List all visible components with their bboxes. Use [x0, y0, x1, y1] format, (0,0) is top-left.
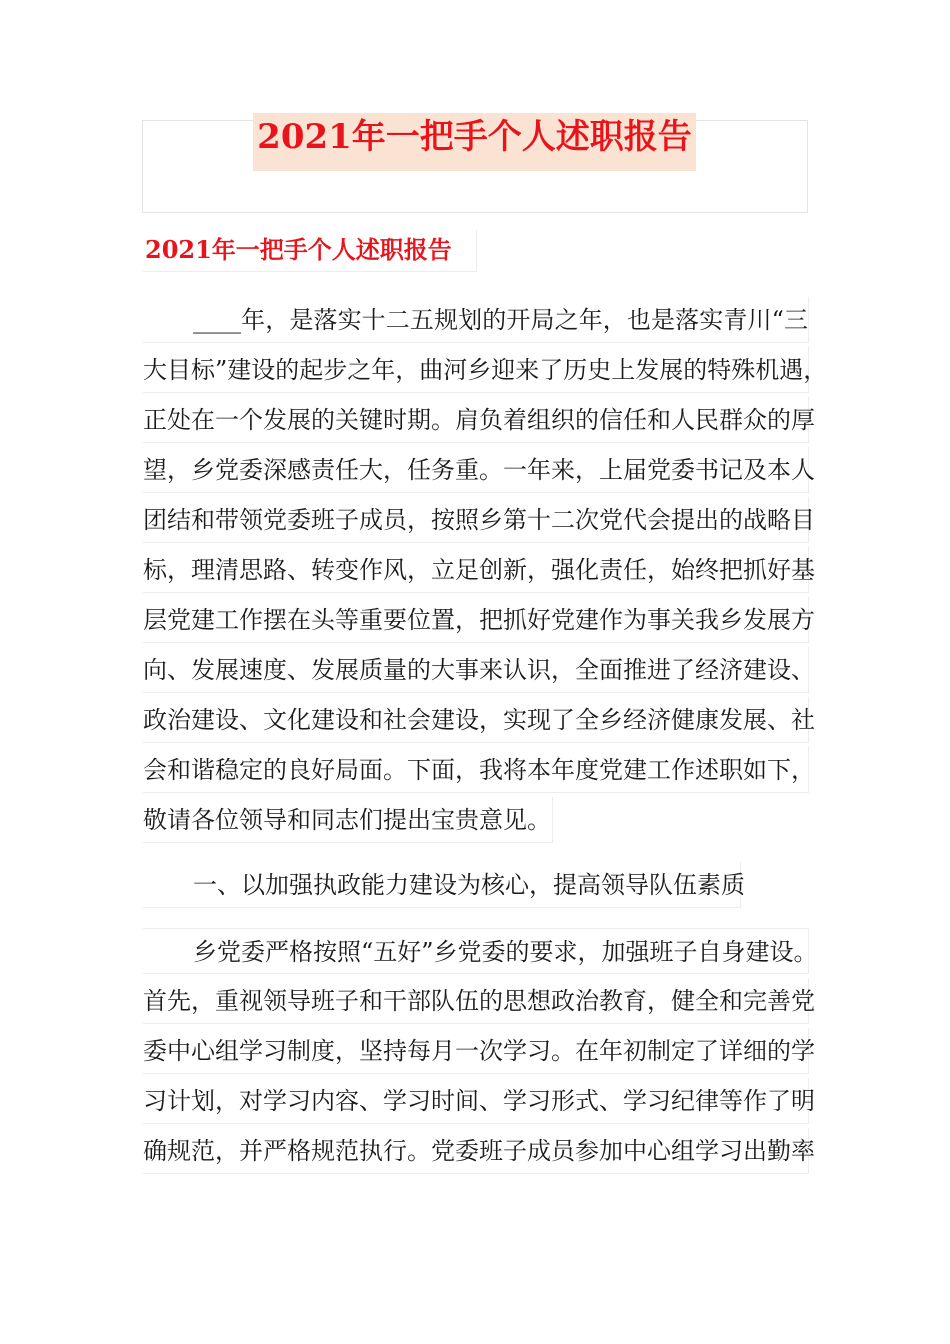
paragraph-line: 首先，重视领导班子和干部队伍的思想政治教育，健全和完善党 [143, 978, 809, 1024]
paragraph-line: 团结和带领党委班子成员，按照乡第十二次党代会提出的战略目 [143, 497, 809, 543]
paragraph-line: 乡党委严格按照“五好”乡党委的要求，加强班子自身建设。 [143, 928, 809, 974]
paragraph-line: 政治建设、文化建设和社会建设，实现了全乡经济健康发展、社 [143, 697, 809, 743]
paragraph-line: 望，乡党委深感责任大，任务重。一年来，上届党委书记及本人 [143, 447, 809, 493]
paragraph-line: 大目标”建设的起步之年，曲河乡迎来了历史上发展的特殊机遇， [143, 347, 809, 393]
document-subtitle: 2021年一把手个人述职报告 [143, 230, 477, 272]
paragraph-line: 层党建工作摆在头等重要位置，把抓好党建作为事关我乡发展方 [143, 597, 809, 643]
paragraph-line: 敬请各位领导和同志们提出宝贵意见。 [143, 797, 553, 843]
section-heading: 一、以加强执政能力建设为核心，提高领导队伍素质 [143, 862, 741, 908]
paragraph-line: 习计划，对学习内容、学习时间、学习形式、学习纪律等作了明 [143, 1078, 809, 1124]
paragraph-line: 委中心组学习制度，坚持每月一次学习。在年初制定了详细的学 [143, 1028, 809, 1074]
paragraph-line: 确规范，并严格规范执行。党委班子成员参加中心组学习出勤率 [143, 1128, 809, 1174]
paragraph-line: 向、发展速度、发展质量的大事来认识，全面推进了经济建设、 [143, 647, 809, 693]
paragraph-line: 标，理清思路、转变作风，立足创新，强化责任，始终把抓好基 [143, 547, 809, 593]
document-title: 2021年一把手个人述职报告 [257, 117, 692, 157]
paragraph-line: 正处在一个发展的关键时期。肩负着组织的信任和人民群众的厚 [143, 397, 809, 443]
paragraph-line: 会和谐稳定的良好局面。下面，我将本年度党建工作述职如下， [143, 747, 809, 793]
paragraph-line: ____年，是落实十二五规划的开局之年，也是落实青川“三 [143, 297, 809, 343]
